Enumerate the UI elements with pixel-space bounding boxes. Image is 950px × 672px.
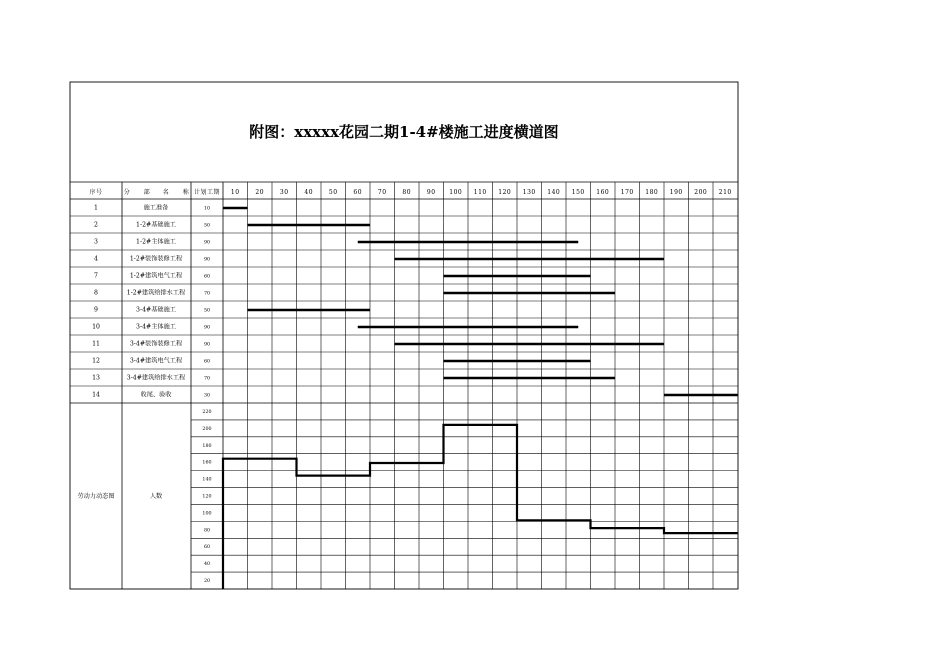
task-seq: 8 — [94, 289, 98, 297]
timeline-label: 50 — [328, 189, 338, 196]
task-name: 1-2#主体施工 — [136, 238, 176, 246]
timeline-label: 70 — [377, 189, 387, 196]
header-name-char-1: 分 — [123, 189, 131, 196]
task-seq: 12 — [92, 357, 100, 365]
task-duration: 90 — [203, 257, 211, 263]
scale-label: 80 — [203, 528, 211, 534]
gantt-bars — [223, 208, 738, 395]
labor-curve — [223, 425, 738, 589]
timeline-label: 90 — [426, 189, 436, 196]
scale-label: 160 — [202, 460, 212, 466]
timeline-label: 200 — [694, 189, 708, 196]
scale-label: 200 — [202, 426, 212, 432]
labor-chart-label: 劳动力动态图 — [77, 493, 115, 500]
timeline-label: 120 — [498, 189, 512, 196]
timeline-label: 10 — [230, 189, 240, 196]
timeline-label: 60 — [353, 189, 363, 196]
task-seq: 7 — [94, 272, 98, 280]
labor-unit-label: 人数 — [149, 493, 163, 500]
header-row — [89, 188, 220, 196]
scale-label: 40 — [203, 562, 211, 568]
timeline-label: 80 — [402, 189, 412, 196]
task-name: 3-4#装饰装修工程 — [129, 340, 183, 348]
header-name-char-2: 部 — [143, 189, 151, 196]
timeline-label: 30 — [279, 189, 289, 196]
timeline-header — [231, 189, 732, 196]
task-duration: 10 — [203, 206, 211, 212]
task-seq: 10 — [92, 323, 100, 331]
timeline-label: 210 — [718, 189, 732, 196]
task-name: 3-4#基础施工 — [136, 306, 176, 314]
timeline-label: 110 — [473, 189, 487, 196]
task-name: 施工准备 — [143, 204, 169, 212]
task-name: 收尾、验收 — [140, 391, 172, 399]
timeline-label: 180 — [645, 189, 659, 196]
sheet-border — [70, 82, 738, 589]
header-name-char-4: 称 — [182, 189, 190, 196]
task-seq: 3 — [94, 238, 98, 246]
task-duration: 70 — [203, 291, 211, 297]
timeline-label: 20 — [255, 189, 265, 196]
labor-scale — [202, 409, 211, 584]
task-seq: 13 — [92, 374, 100, 382]
task-duration: 90 — [203, 325, 211, 331]
timeline-label: 140 — [547, 189, 561, 196]
task-name: 3-4#主体施工 — [136, 323, 176, 331]
task-duration: 50 — [203, 223, 211, 229]
scale-label: 60 — [203, 545, 211, 551]
task-seq: 14 — [92, 391, 100, 399]
task-name: 1-2#建筑电气工程 — [129, 272, 183, 280]
timeline-label: 150 — [571, 189, 585, 196]
task-duration: 60 — [203, 274, 211, 280]
task-duration: 50 — [203, 308, 211, 314]
scale-label: 20 — [203, 579, 211, 585]
scale-label: 180 — [202, 443, 212, 449]
task-seq: 9 — [94, 306, 98, 314]
labor-section — [77, 492, 163, 500]
scale-label: 140 — [202, 477, 212, 483]
task-duration: 90 — [203, 240, 211, 246]
timeline-label: 190 — [669, 189, 683, 196]
timeline-label: 130 — [522, 189, 536, 196]
task-name: 1-2#装饰装修工程 — [129, 255, 183, 263]
timeline-label: 170 — [620, 189, 634, 196]
task-seq: 4 — [94, 255, 98, 263]
scale-label: 100 — [202, 511, 212, 517]
timeline-label: 40 — [304, 189, 314, 196]
task-name: 3-4#建筑电气工程 — [129, 357, 183, 365]
timeline-label: 160 — [596, 189, 610, 196]
header-seq: 序号 — [89, 189, 103, 196]
task-duration: 90 — [203, 342, 211, 348]
task-duration: 70 — [203, 376, 211, 382]
task-name: 1-2#基础施工 — [136, 221, 176, 229]
task-seq: 2 — [94, 221, 98, 229]
task-name: 1-2#建筑给排水工程 — [126, 289, 186, 297]
task-seq: 11 — [92, 340, 100, 348]
scale-label: 120 — [202, 494, 212, 500]
header-name-char-3: 名 — [162, 189, 170, 196]
task-duration: 30 — [203, 393, 211, 399]
task-duration: 60 — [203, 359, 211, 365]
page-title: 附图：xxxxx花园二期1-4#楼施工进度横道图 — [249, 123, 559, 141]
task-name: 3-4#建筑给排水工程 — [126, 374, 186, 382]
timeline-label: 100 — [449, 189, 463, 196]
task-seq: 1 — [94, 204, 98, 212]
header-duration: 计划工期 — [193, 189, 221, 196]
scale-label: 220 — [202, 409, 212, 415]
